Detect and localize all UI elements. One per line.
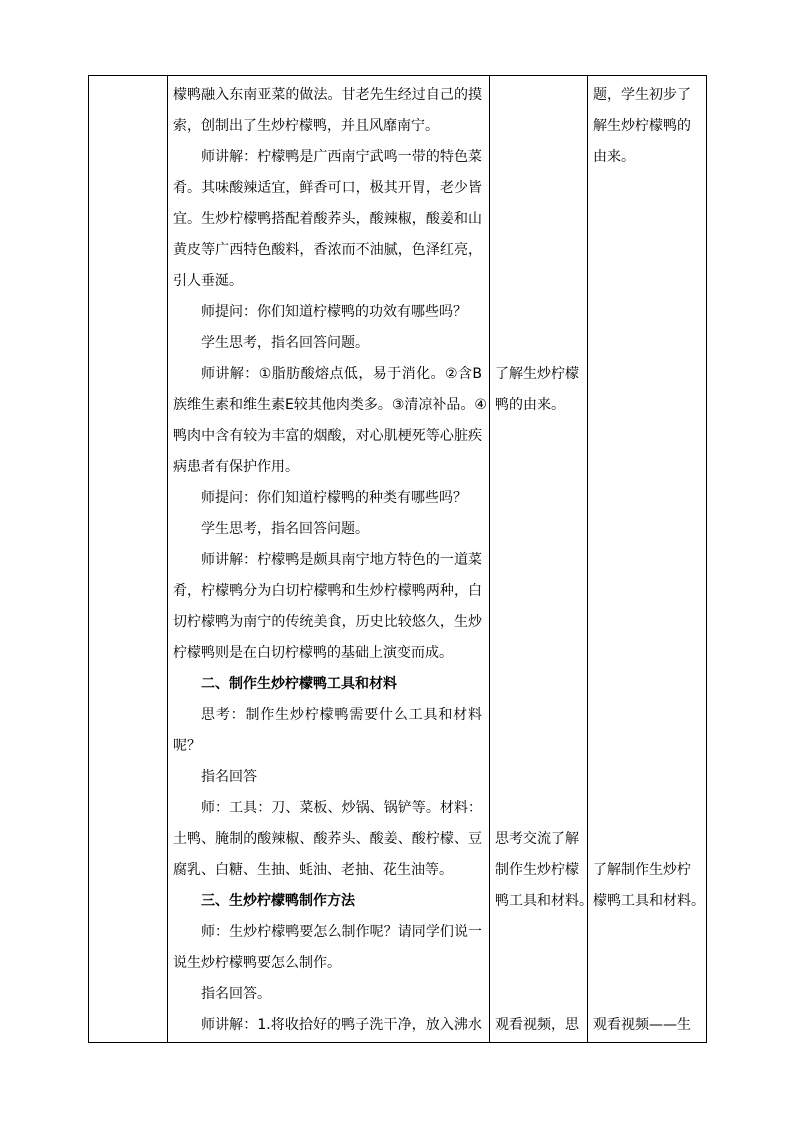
paragraph-line: 指名回答。 [201,986,271,1002]
student-activity-line [495,700,583,731]
student-activity-line [495,638,583,669]
student-activity-line: 鸭工具和材料。 [495,893,593,909]
student-activity-line [495,452,583,483]
student-activity-line [495,204,583,235]
design-intent-line: 檬鸭工具和材料。 [593,893,705,909]
paragraph-line: 病患者有保护作用。 [173,459,299,475]
design-intent-line [593,669,702,700]
student-activity-column [489,76,593,1042]
section-heading: 三、生炒柠檬鸭制作方法 [201,893,355,909]
student-activity-line [495,297,583,328]
teaching-activity-column [167,76,489,1042]
paragraph-line: 索，创制出了生炒柠檬鸭，并且风靡南宁。 [173,118,439,134]
student-activity-line [495,173,583,204]
design-intent-line [593,793,702,824]
paragraph-line: 师讲解：①脂肪酸熔点低，易于消化。②含B [201,366,482,382]
paragraph-line: 说生炒柠檬鸭要怎么制作。 [173,955,341,971]
student-activity-line [495,762,583,793]
student-activity-line [495,576,583,607]
student-activity-line [495,545,583,576]
paragraph-line: 族维生素和维生素E较其他肉类多。③清凉补品。④ [173,397,487,413]
design-intent-line: 题，学生初步了 [593,87,691,103]
student-activity-line [495,917,583,948]
design-intent-line [593,421,702,452]
student-activity-line [495,80,583,111]
section-heading: 二、制作生炒柠檬鸭工具和材料 [201,676,397,692]
student-activity-line: 鸭的由来。 [495,397,565,413]
paragraph-line: 思考：制作生炒柠檬鸭需要什么工具和材料 [201,707,482,723]
design-intent-line [593,700,702,731]
student-activity-line [495,142,583,173]
design-intent-line [593,948,702,979]
design-intent-column [587,76,706,1042]
design-intent-line [593,328,702,359]
design-intent-line [593,483,702,514]
student-activity-line [495,483,583,514]
paragraph-line: 师提问：你们知道柠檬鸭的功效有哪些吗？ [201,304,467,320]
design-intent-line [593,359,702,390]
student-activity-line: 思考交流了解 [495,831,579,847]
design-intent-line [593,917,702,948]
design-intent-line: 观看视频——生 [593,1017,691,1033]
design-intent-line [593,576,702,607]
design-intent-line [593,266,702,297]
paragraph-line: 檬鸭融入东南亚菜的做法。甘老先生经过自己的摸 [173,87,482,103]
paragraph-line: 柠檬鸭则是在白切柠檬鸭的基础上演变而成。 [173,645,453,661]
student-activity-line [495,266,583,297]
design-intent-line [593,545,702,576]
student-activity-line [495,731,583,762]
design-intent-line [593,390,702,421]
lesson-table [88,75,707,1043]
student-activity-line: 观看视频，思 [495,1017,579,1033]
paragraph-line: 指名回答 [201,769,257,785]
design-intent-line [593,979,702,1010]
paragraph-line: 黄皮等广西特色酸料，香浓而不油腻，色泽红亮， [173,242,482,258]
student-activity-line [495,793,583,824]
student-activity-line [495,607,583,638]
design-intent-line: 了解制作生炒柠 [593,862,691,878]
design-intent-line [593,514,702,545]
design-intent-line [593,235,702,266]
paragraph-line: 师讲解：1.将收拾好的鸭子洗干净，放入沸水 [201,1017,482,1033]
student-activity-line [495,328,583,359]
paragraph-line: 师：工具：刀、菜板、炒锅、锅铲等。材料： [201,800,482,816]
student-activity-line: 了解生炒柠檬 [495,366,579,382]
paragraph-line: 宜。生炒柠檬鸭搭配着酸荞头，酸辣椒，酸姜和山 [173,211,482,227]
paragraph-line: 师提问：你们知道柠檬鸭的种类有哪些吗？ [201,490,467,506]
design-intent-line [593,731,702,762]
design-intent-line: 由来。 [593,149,635,165]
paragraph-line: 学生思考，指名回答问题。 [201,521,369,537]
student-activity-line [495,948,583,979]
paragraph-line: 师：生炒柠檬鸭要怎么制作呢？请同学们说一 [201,924,482,940]
paragraph-line: 肴，柠檬鸭分为白切柠檬鸭和生炒柠檬鸭两种，白 [173,583,482,599]
design-intent-line [593,638,702,669]
student-activity-line [495,979,583,1010]
paragraph-line: 师讲解：柠檬鸭是颇具南宁地方特色的一道菜 [201,552,482,568]
design-intent-line [593,824,702,855]
design-intent-line [593,204,702,235]
design-intent-line [593,452,702,483]
student-activity-line [495,235,583,266]
student-activity-line: 制作生炒柠檬 [495,862,579,878]
paragraph-line: 师讲解：柠檬鸭是广西南宁武鸣一带的特色菜 [201,149,482,165]
design-intent-line [593,607,702,638]
paragraph-line: 腐乳、白糖、生抽、蚝油、老抽、花生油等。 [173,862,453,878]
paragraph-line: 呢？ [173,738,201,754]
design-intent-line [593,762,702,793]
student-activity-line [495,514,583,545]
design-intent-line: 解生炒柠檬鸭的 [593,118,691,134]
student-activity-line [495,669,583,700]
design-intent-line [593,173,702,204]
design-intent-line [593,297,702,328]
paragraph-line: 学生思考，指名回答问题。 [201,335,369,351]
paragraph-line: 肴。其味酸辣适宜，鲜香可口，极其开胃，老少皆 [173,180,482,196]
stage-column [89,76,167,1042]
student-activity-line [495,111,583,142]
paragraph-line: 引人垂涎。 [173,273,243,289]
paragraph-line: 鸭肉中含有较为丰富的烟酸，对心肌梗死等心脏疾 [173,428,482,444]
paragraph-line: 切柠檬鸭为南宁的传统美食，历史比较悠久，生炒 [173,614,482,630]
paragraph-line: 土鸭、腌制的酸辣椒、酸荞头、酸姜、酸柠檬、豆 [173,831,482,847]
student-activity-line [495,421,583,452]
